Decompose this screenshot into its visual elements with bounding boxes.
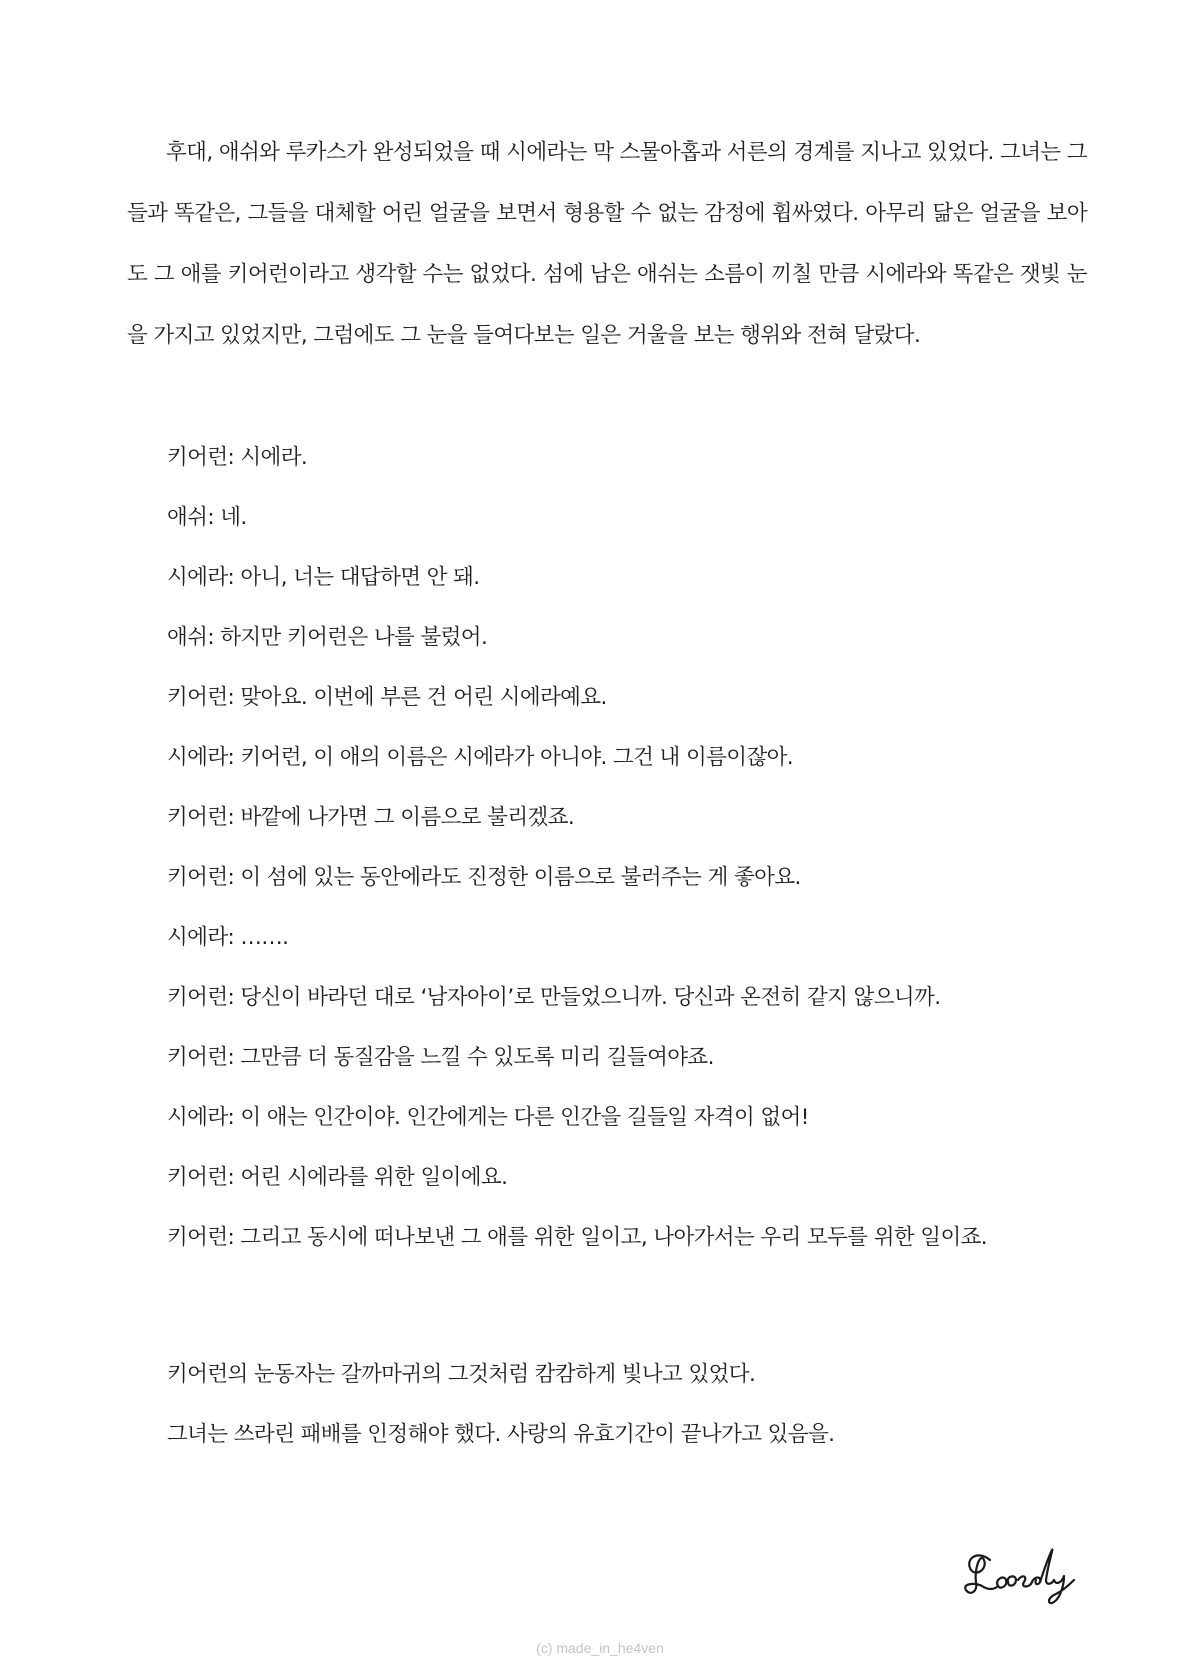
dialogue-line: 시에라: ……. (167, 925, 289, 950)
dialogue-line: 시에라: 아니, 너는 대답하면 안 돼. (167, 565, 480, 590)
intro-paragraph: 후대, 애쉬와 루카스가 완성되었을 때 시에라는 막 스물아홉과 서른의 경계를 지나고 있었다. 그녀는 그들과 똑같은, 그들을 대체할 어린 얼굴을 보면서 형용할 수 없는 감정에 휩싸였다. 아무리 닮은 얼굴을 보아도 그 애를 키어런이라고 생각할 수는 없었다. 섬에 남은 애쉬는 소름이 끼칠 만큼 시에라와 똑같은 잿빛 눈을 가지고 있었지만, 그럼에도 그 눈을 들여다보는 일은 거울을 보는 행위와 전혀 달랐다. (127, 140, 1087, 348)
signature-logo (960, 1540, 1100, 1606)
dialogue-line: 키어런: 어린 시에라를 위한 일이에요. (167, 1165, 508, 1190)
dialogue-line: 키어런: 이 섬에 있는 동안에라도 진정한 이름으로 불러주는 게 좋아요. (167, 865, 801, 890)
dialogue-line: 키어런: 그만큼 더 동질감을 느낄 수 있도록 미리 길들여야죠. (167, 1045, 714, 1070)
dialogue-line: 시에라: 이 애는 인간이야. 인간에게는 다른 인간을 길들일 자격이 없어! (167, 1105, 809, 1130)
closing-line: 그녀는 쓰라린 패배를 인정해야 했다. 사랑의 유효기간이 끝나가고 있음을. (167, 1422, 835, 1447)
watermark: (c) made_in_he4ven (536, 1640, 664, 1656)
signature-script-icon (960, 1540, 1100, 1606)
dialogue-line: 키어런: 당신이 바라던 대로 ‘남자아이’로 만들었으니까. 당신과 온전히 같지 않으니까. (167, 985, 941, 1010)
closing-line: 키어런의 눈동자는 갈까마귀의 그것처럼 캄캄하게 빛나고 있었다. (167, 1362, 756, 1387)
dialogue-line: 애쉬: 하지만 키어런은 나를 불렀어. (167, 625, 488, 650)
dialogue-line: 키어런: 맞아요. 이번에 부른 건 어린 시에라예요. (167, 685, 607, 710)
dialogue-line: 키어런: 그리고 동시에 떠나보낸 그 애를 위한 일이고, 나아가서는 우리 모두를 위한 일이죠. (167, 1225, 988, 1250)
closing-paragraph (167, 1359, 1167, 1479)
dialogue-line: 애쉬: 네. (167, 505, 247, 530)
dialogue-line: 시에라: 키어런, 이 애의 이름은 시에라가 아니야. 그건 내 이름이잖아. (167, 745, 794, 770)
dialogue-line: 키어런: 시에라. (167, 445, 308, 470)
dialogue-list (167, 442, 1167, 1282)
dialogue-line: 키어런: 바깥에 나가면 그 이름으로 불리겠죠. (167, 805, 575, 830)
